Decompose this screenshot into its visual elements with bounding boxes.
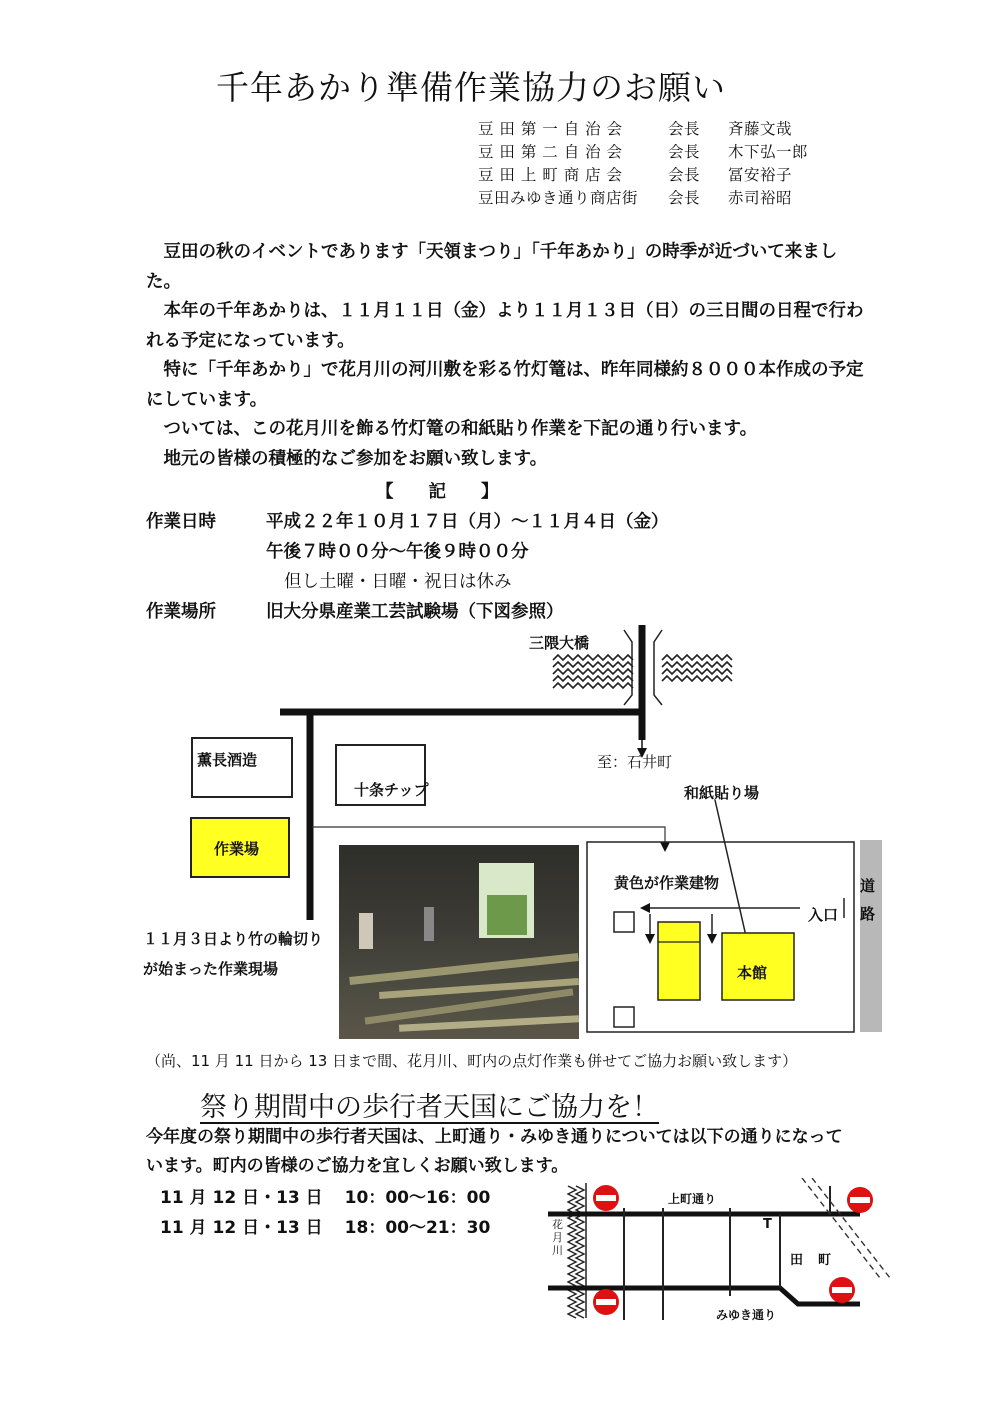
workshop-label: 作業場 bbox=[214, 840, 260, 858]
schedule-time: 10：00～16：00 bbox=[344, 1188, 491, 1208]
road-strip bbox=[860, 840, 882, 1032]
work-place: 旧大分県産業工芸試験場（下図参照） bbox=[266, 602, 564, 622]
brewery-label: 薫長酒造 bbox=[197, 751, 258, 769]
no-entry-icon bbox=[847, 1187, 873, 1213]
signatory-role: 会長 bbox=[668, 120, 701, 138]
washi-arrow bbox=[715, 800, 748, 945]
arrow-down-icon bbox=[660, 842, 670, 852]
arrow-down-icon bbox=[707, 934, 717, 944]
river-waves-icon bbox=[662, 655, 732, 681]
signatory-role: 会長 bbox=[668, 189, 701, 207]
miyuki-label: みゆき通り bbox=[716, 1308, 777, 1322]
photo-caption-line2: が始まった作業現場 bbox=[143, 960, 279, 978]
workshop-box bbox=[190, 817, 290, 878]
ki-heading: 【 記 】 bbox=[376, 482, 499, 502]
section2-text: 今年度の祭り期間中の歩行者天国は、上町通り・みゆき通りについては以下の通りになっています。町内の皆様のご協力を宜しくお願い致します。 bbox=[146, 1127, 843, 1176]
signatory-org: 豆 田 第 二 自 治 会 bbox=[478, 143, 623, 161]
paragraph: 地元の皆様の積極的なご参加をお願い致します。 bbox=[163, 448, 548, 469]
signatory-row bbox=[478, 163, 792, 185]
schedule-time: 18：00～21：30 bbox=[344, 1218, 491, 1238]
paragraph: 特に「千年あかり」で花月川の河川敷を彩る竹灯篭は、昨年同様約８０００本作成の予定にしています。 bbox=[146, 360, 864, 410]
schedule-date: 11 月 12 日・13 日 bbox=[160, 1218, 323, 1238]
kamimachi-label: 上町通り bbox=[668, 1192, 717, 1206]
den-label: 田 bbox=[790, 1253, 804, 1268]
signatory-name: 冨安裕子 bbox=[728, 166, 793, 184]
machi-label: 町 bbox=[818, 1253, 832, 1268]
page-title: 千年あかり準備作業協力のお願い bbox=[216, 68, 726, 107]
arrow-left-icon bbox=[640, 903, 650, 913]
paragraph: 本年の千年あかりは、１１月１１日（金）より１１月１３日（日）の三日間の日程で行われる予定になっています。 bbox=[146, 301, 864, 351]
honkan-label: 本館 bbox=[737, 964, 768, 982]
work-date-label: 作業日時 bbox=[146, 512, 216, 532]
work-date-line2: 午後７時００分～午後９時００分 bbox=[266, 542, 529, 562]
no-entry-icon bbox=[829, 1277, 855, 1303]
small-building bbox=[614, 912, 634, 932]
lighting-note: （尚、11 月 11 日から 13 日まで間、花月川、町内の点灯作業も併せてご協力お願い致します） bbox=[146, 1052, 798, 1070]
river-label: 花月川 bbox=[552, 1218, 563, 1257]
photo-caption-line1: １１月３日より竹の輪切り bbox=[143, 930, 324, 948]
entrance-label: 入口 bbox=[808, 906, 839, 924]
work-place-label: 作業場所 bbox=[146, 602, 216, 622]
signatory-org: 豆 田 第 一 自 治 会 bbox=[478, 120, 623, 138]
river-icon bbox=[568, 1186, 584, 1318]
yellow-note: 黄色が作業建物 bbox=[614, 874, 720, 892]
work-date-line1: 平成２２年１０月１７日（月）～１１月４日（金） bbox=[266, 512, 669, 532]
washi-label: 和紙貼り場 bbox=[684, 784, 760, 802]
site-boundary bbox=[587, 842, 854, 1032]
work-date-line3: 但し土曜・日曜・祝日は休み bbox=[284, 572, 512, 592]
paragraph: ついては、この花月川を飾る竹灯篭の和紙貼り作業を下記の通り行います。 bbox=[163, 419, 758, 439]
signatory-role: 会長 bbox=[668, 166, 701, 184]
bridge-label: 三隈大橋 bbox=[529, 634, 590, 652]
river-waves-icon bbox=[553, 655, 633, 688]
to-ishii-label: 至：石井町 bbox=[597, 753, 673, 771]
bridge-bracket bbox=[624, 630, 632, 705]
no-entry-icon bbox=[593, 1185, 619, 1211]
small-building bbox=[614, 1007, 634, 1027]
t-mark: T bbox=[763, 1217, 772, 1232]
chip-label: 十条チップ bbox=[354, 781, 429, 799]
road-label: 道路 bbox=[860, 877, 876, 923]
signatory-org: 豆田みゆき通り商店街 bbox=[478, 189, 639, 207]
schedule-row bbox=[160, 1213, 490, 1238]
work-site-photo bbox=[339, 845, 579, 1039]
signatory-org: 豆 田 上 町 商 店 会 bbox=[478, 166, 623, 184]
schedule-row bbox=[160, 1183, 490, 1208]
brewery-box bbox=[191, 737, 293, 798]
signatory-name: 木下弘一郎 bbox=[728, 143, 809, 161]
paragraph: 豆田の秋のイベントであります「天領まつり」「千年あかり」の時季が近づいて来ました。 bbox=[146, 242, 838, 292]
bridge-bracket bbox=[654, 630, 662, 705]
signatory-row bbox=[478, 186, 792, 208]
schedule-date: 11 月 12 日・13 日 bbox=[160, 1188, 323, 1208]
section2-title: 祭り期間中の歩行者天国にご協力を！ bbox=[200, 1092, 659, 1123]
body-paragraphs bbox=[146, 238, 866, 474]
signatory-role: 会長 bbox=[668, 143, 701, 161]
work-building bbox=[658, 922, 700, 1000]
signatory-row bbox=[478, 117, 792, 139]
signatory-row bbox=[478, 140, 808, 162]
arrow-down-icon bbox=[645, 934, 655, 944]
no-entry-icon bbox=[593, 1289, 619, 1315]
signatory-name: 斉藤文哉 bbox=[728, 120, 793, 138]
signatory-name: 赤司裕昭 bbox=[728, 189, 793, 207]
